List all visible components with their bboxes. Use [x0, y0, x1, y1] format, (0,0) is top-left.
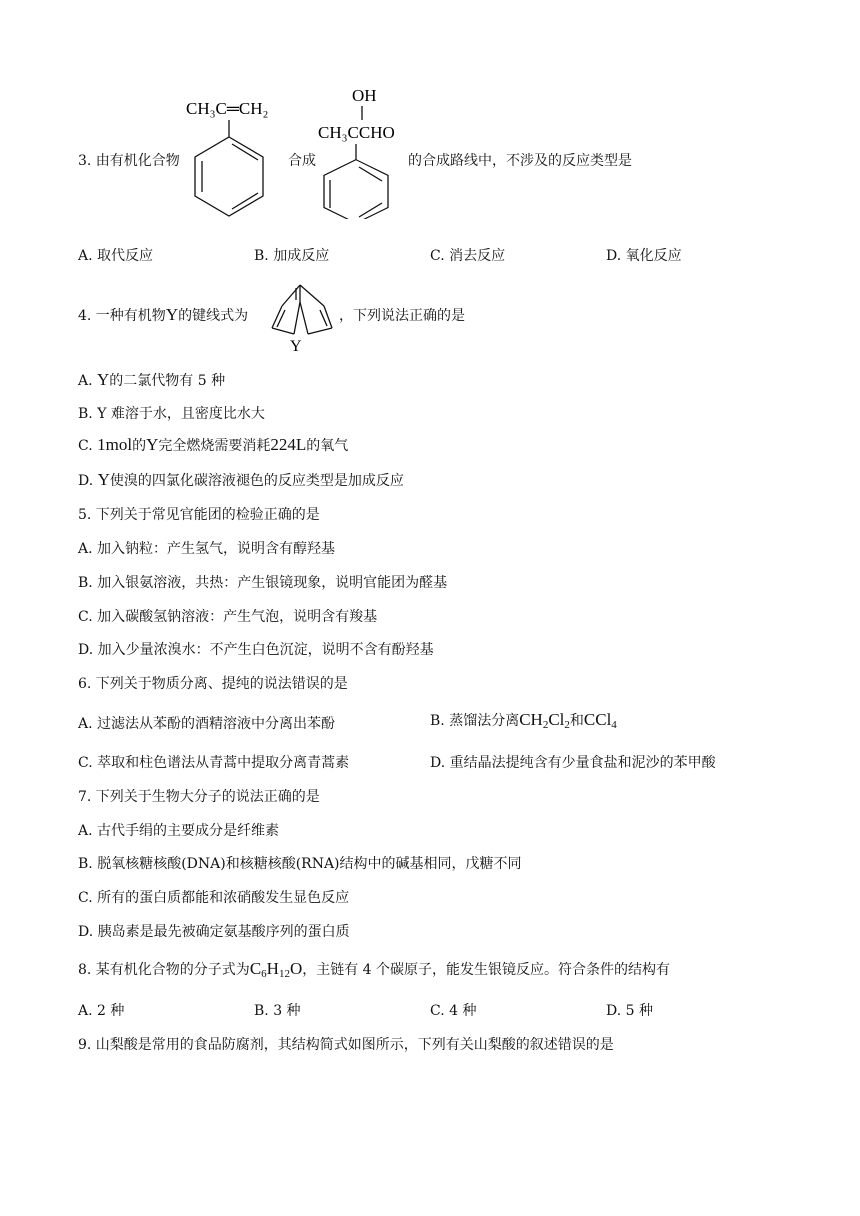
q5-option-c: C. 加入碳酸氢钠溶液：产生气泡，说明含有羧基: [78, 609, 378, 625]
bicyclic-y-svg: [268, 282, 338, 354]
q3-prefix: 3. 由有机化合物: [78, 153, 180, 169]
q8-option-b: B. 3 种: [254, 1003, 301, 1019]
q4-option-b: B. Y 难溶于水，且密度比水大: [78, 406, 265, 422]
q3-middle: 合成: [288, 153, 316, 169]
q3-option-b: B. 加成反应: [254, 248, 330, 264]
q3-option-a: A. 取代反应: [78, 248, 154, 264]
q3-option-d: D. 氧化反应: [606, 248, 682, 264]
q4-option-a: A. Y的二氯代物有 5 种: [78, 370, 226, 389]
q3-option-c: C. 消去反应: [430, 248, 506, 264]
hydroxy-aldehyde-svg: [318, 84, 408, 219]
hydroxy-aldehyde-structure: [318, 84, 408, 219]
q7-stem: 7. 下列关于生物大分子的说法正确的是: [78, 789, 320, 805]
q3-suffix: 的合成路线中，不涉及的反应类型是: [408, 153, 632, 169]
q9-stem: 9. 山梨酸是常用的食品防腐剂，其结构简式如图所示，下列有关山梨酸的叙述错误的是: [78, 1037, 614, 1053]
q6-option-d: D. 重结晶法提纯含有少量食盐和泥沙的苯甲酸: [430, 755, 716, 771]
alpha-methylstyrene-svg: [186, 92, 276, 217]
bicyclic-y-structure: [268, 282, 338, 354]
q7-option-d: D. 胰岛素是最先被确定氨基酸序列的蛋白质: [78, 924, 350, 940]
ch2cl2-formula: $CH_2Cl_2$: [519, 710, 570, 731]
q6-stem: 6. 下列关于物质分离、提纯的说法错误的是: [78, 676, 348, 692]
struct2-label: CH₃CCHO: [318, 123, 395, 142]
q8-stem: 8. 某有机化合物的分子式为$C_6H_{12}O$，主链有 4 个碳原子，能发生银镜反应。符合条件的结构有: [78, 959, 671, 980]
alpha-methylstyrene-structure: [186, 92, 276, 217]
struct1-label: CH₃C═CH₂: [186, 99, 269, 118]
q5-stem: 5. 下列关于常见官能团的检验正确的是: [78, 507, 320, 523]
q4-struct-label: Y: [290, 338, 302, 354]
q8-option-d: D. 5 种: [606, 1003, 653, 1019]
q4-option-c: C. 1mol的Y完全燃烧需要消耗224L的氧气: [78, 435, 349, 454]
q6-option-a: A. 过滤法从苯酚的酒精溶液中分离出苯酚: [78, 716, 336, 732]
q7-option-a: A. 古代手绢的主要成分是纤维素: [78, 823, 280, 839]
q7-option-c: C. 所有的蛋白质都能和浓硝酸发生显色反应: [78, 890, 350, 906]
q8-option-a: A. 2 种: [78, 1003, 125, 1019]
q6-option-c: C. 萃取和柱色谱法从青蒿中提取分离青蒿素: [78, 755, 350, 771]
struct2-oh: OH: [352, 86, 377, 105]
c6h12o-formula: $C_6H_{12}O$: [249, 959, 303, 980]
q5-option-d: D. 加入少量浓溴水：不产生白色沉淀，说明不含有酚羟基: [78, 642, 434, 658]
q5-option-b: B. 加入银氨溶液，共热：产生银镜现象，说明官能团为醛基: [78, 575, 448, 591]
q7-option-b: B. 脱氧核糖核酸(DNA)和核糖核酸(RNA)结构中的碱基相同，戊糖不同: [78, 856, 522, 872]
q4-option-d: D. Y使溴的四氯化碳溶液褪色的反应类型是加成反应: [78, 470, 404, 489]
q4-prefix: 4. 一种有机物: [78, 308, 166, 324]
q4-mid: 的键线式为: [178, 308, 249, 324]
q6-option-b: B. 蒸馏法分离$CH_2Cl_2$和CCl$_4$: [430, 710, 617, 731]
ccl4-formula: CCl$_4$: [583, 710, 617, 731]
q4-stem: [78, 305, 248, 325]
q8-option-c: C. 4 种: [430, 1003, 477, 1019]
q4-y: Y: [165, 305, 179, 324]
q4-suffix: ，下列说法正确的是: [339, 308, 465, 324]
q5-option-a: A. 加入钠粒：产生氢气，说明含有醇羟基: [78, 541, 336, 557]
